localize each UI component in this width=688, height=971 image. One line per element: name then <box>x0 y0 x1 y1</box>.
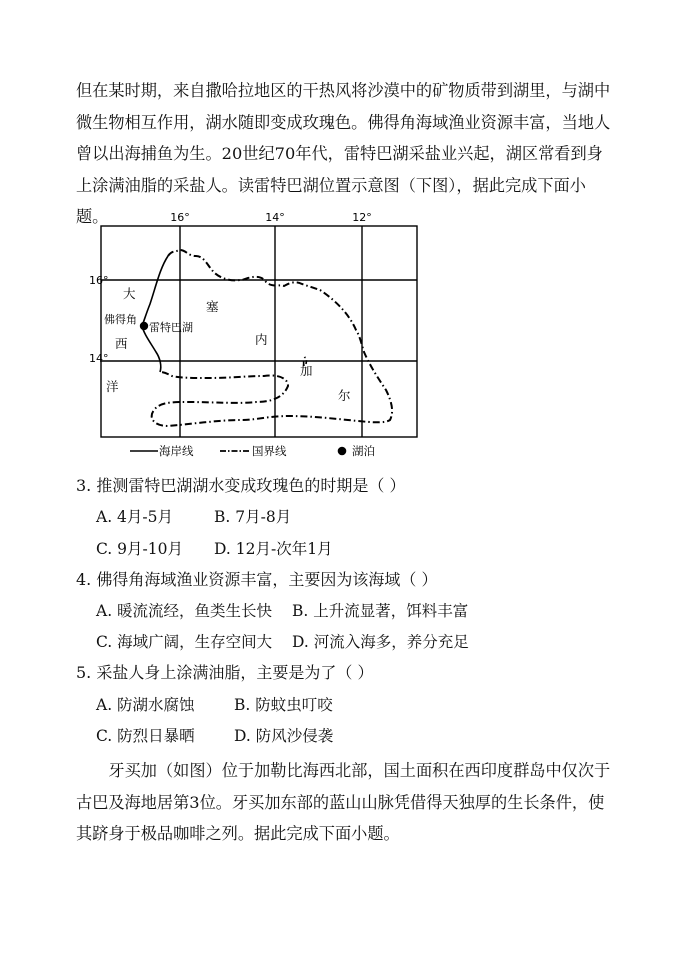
map-legend <box>130 444 375 458</box>
question-5-stem: 5. 采盐人身上涂满油脂，主要是为了（ ） <box>76 663 374 682</box>
q3-option-b[interactable]: B. 7月-8月 <box>214 508 292 526</box>
label-sai: 塞 <box>206 299 219 314</box>
question-3-options-row-1 <box>96 506 291 528</box>
q4-option-b[interactable]: B. 上升流显著，饵料丰富 <box>292 602 469 620</box>
lon-label-12: 12° <box>352 211 372 224</box>
lake-retba-location-map <box>88 206 428 462</box>
question-4-stem: 4. 佛得角海域渔业资源丰富，主要因为该海域（ ） <box>76 570 438 589</box>
q5-option-d[interactable]: D. 防风沙侵袭 <box>234 727 334 745</box>
q5-option-b[interactable]: B. 防蚊虫叮咬 <box>234 696 333 714</box>
q4-option-c[interactable]: C. 海域广阔，生存空间大 <box>96 633 273 651</box>
lon-label-16: 16° <box>170 211 190 224</box>
legend-coastline-label: 海岸线 <box>159 444 194 458</box>
question-4-options-row-1 <box>96 600 468 622</box>
q3-option-c[interactable]: C. 9月-10月 <box>96 540 183 558</box>
question-4-options-row-2 <box>96 631 469 653</box>
lat-label-16: 16° <box>89 274 109 287</box>
q3-option-d[interactable]: D. 12月-次年1月 <box>214 540 333 558</box>
label-cape-verde: 佛得角 <box>104 313 137 326</box>
label-lake-retba: 雷特巴湖 <box>149 321 193 334</box>
q5-option-c[interactable]: C. 防烈日暴晒 <box>96 727 195 745</box>
label-yang: 洋 <box>106 379 119 394</box>
legend-lake-label: 湖泊 <box>352 444 375 458</box>
label-er: 尔 <box>338 388 351 403</box>
border-line <box>152 250 392 426</box>
label-da: 大 <box>123 286 136 301</box>
q3-option-a[interactable]: A. 4月-5月 <box>96 508 174 526</box>
coastline-line <box>142 256 168 372</box>
q4-option-a[interactable]: A. 暖流流经，鱼类生长快 <box>96 602 273 620</box>
q5-option-a[interactable]: A. 防湖水腐蚀 <box>96 696 195 714</box>
label-jia: 加 <box>300 363 313 378</box>
q4-option-d[interactable]: D. 河流入海多，养分充足 <box>292 633 469 651</box>
lake-retba-dot <box>140 322 148 330</box>
question-5-options-row-2 <box>96 725 333 747</box>
lon-label-14: 14° <box>265 211 285 224</box>
question-5-options-row-1 <box>96 694 333 716</box>
intro-paragraph: 但在某时期，来自撒哈拉地区的干热风将沙漠中的矿物质带到湖里，与湖中微生物相互作用，湖水随即变成玫瑰色。佛得角海域渔业资源丰富，当地人曾以出海捕鱼为生。20世纪70年代，雷特巴湖采盐业兴起，湖区常看到身上涂满油脂的采盐人。读雷特巴湖位置示意图（下图），据此完成下面小题。 <box>76 81 611 226</box>
question-3-stem: 3. 推测雷特巴湖湖水变成玫瑰色的时期是（ ） <box>76 476 406 495</box>
outro-paragraph: 牙买加（如图）位于加勒比海西北部，国土面积在西印度群岛中仅次于古巴及海地居第3位。牙买加东部的蓝山山脉凭借得天独厚的生长条件，使其跻身于极品咖啡之列。据此完成下面小题。 <box>76 761 611 843</box>
question-3-options-row-2 <box>96 538 333 560</box>
lat-label-14: 14° <box>89 352 109 365</box>
label-xi: 西 <box>115 336 128 351</box>
legend-border-label: 国界线 <box>252 444 287 458</box>
label-nei: 内 <box>255 332 268 347</box>
